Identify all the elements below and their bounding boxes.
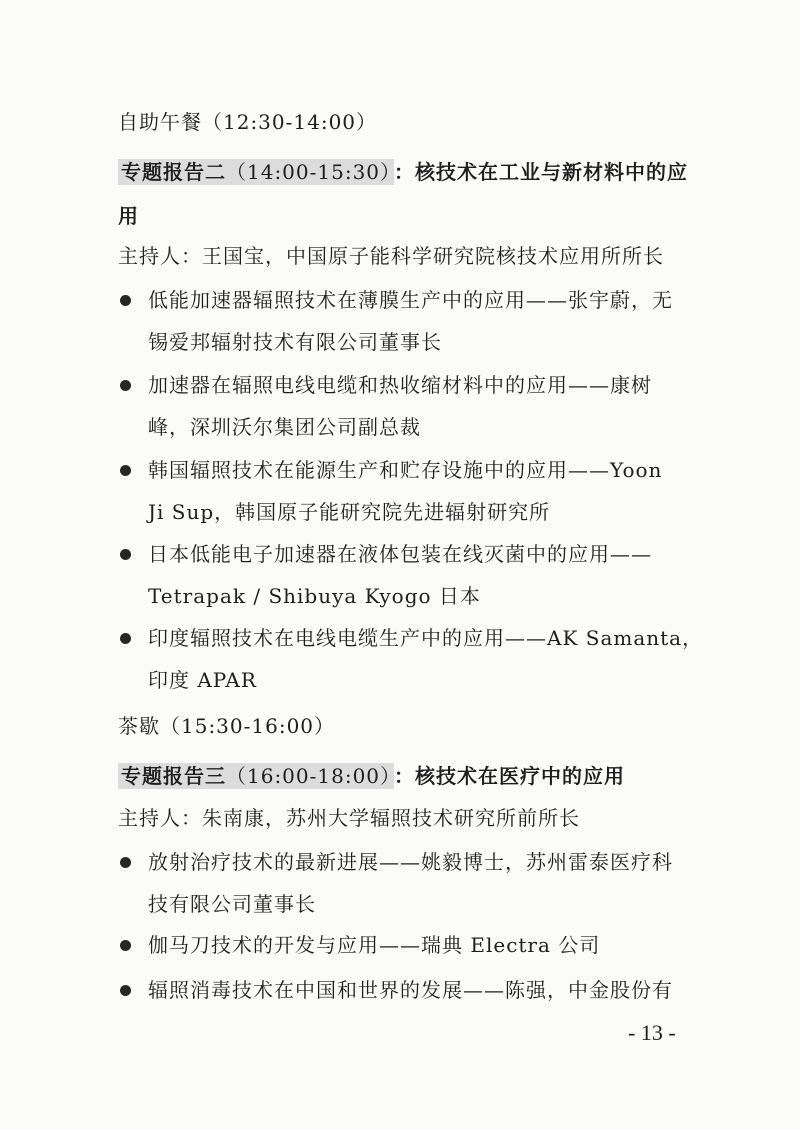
list-item: 伽马刀技术的开发与应用——瑞典 Electra 公司 [148,933,601,957]
tea-break-line: 茶歇（15:30-16:00） [118,714,336,738]
list-item-cont: 技有限公司董事长 [148,892,316,916]
list-item: 韩国辐照技术在能源生产和贮存设施中的应用——Yoon [148,458,663,482]
list-item: 加速器在辐照电线电缆和热收缩材料中的应用——康树 [148,373,652,397]
list-item-cont: Tetrapak / Shibuya Kyogo 日本 [148,584,481,608]
section2-label-highlight [118,159,394,185]
section2-title-cont: 用 [118,204,139,228]
section2-time: （14:00-15:30） [226,160,392,184]
bullet-icon [120,633,131,644]
list-item-cont: 锡爱邦辐射技术有限公司董事长 [148,330,442,354]
section2-label: 专题报告二 [121,160,226,184]
bullet-icon [120,295,131,306]
section3-heading [118,762,625,790]
section3-time: （16:00-18:00） [226,764,392,788]
bullet-icon [120,857,131,868]
page-number: - 13 - [628,1020,676,1045]
section2-host: 主持人：王国宝，中国原子能科学研究院核技术应用所所长 [118,244,664,268]
list-item: 日本低能电子加速器在液体包装在线灭菌中的应用—— [148,542,652,566]
bullet-icon [120,985,131,996]
section3-title: ：核技术在医疗中的应用 [394,764,626,788]
bullet-icon [120,549,131,560]
list-item-cont: 峰，深圳沃尔集团公司副总裁 [148,415,421,439]
list-item: 辐照消毒技术在中国和世界的发展——陈强，中金股份有 [148,978,673,1002]
section3-host: 主持人：朱南康，苏州大学辐照技术研究所前所长 [118,806,580,830]
bullet-icon [120,940,131,951]
list-item-cont: Ji Sup，韩国原子能研究院先进辐射研究所 [148,500,551,524]
bullet-icon [120,465,131,476]
section2-title: ：核技术在工业与新材料中的应 [394,160,689,184]
section3-label: 专题报告三 [121,764,226,788]
section3-label-highlight [118,763,394,789]
lunch-line: 自助午餐（12:30-14:00） [118,110,378,134]
list-item: 低能加速器辐照技术在薄膜生产中的应用——张宇蔚，无 [148,288,673,312]
list-item: 印度辐照技术在电线电缆生产中的应用——AK Samanta， [148,626,704,650]
list-item: 放射治疗技术的最新进展——姚毅博士，苏州雷泰医疗科 [148,850,673,874]
section2-heading [118,158,688,186]
list-item-cont: 印度 APAR [148,668,257,692]
bullet-icon [120,380,131,391]
